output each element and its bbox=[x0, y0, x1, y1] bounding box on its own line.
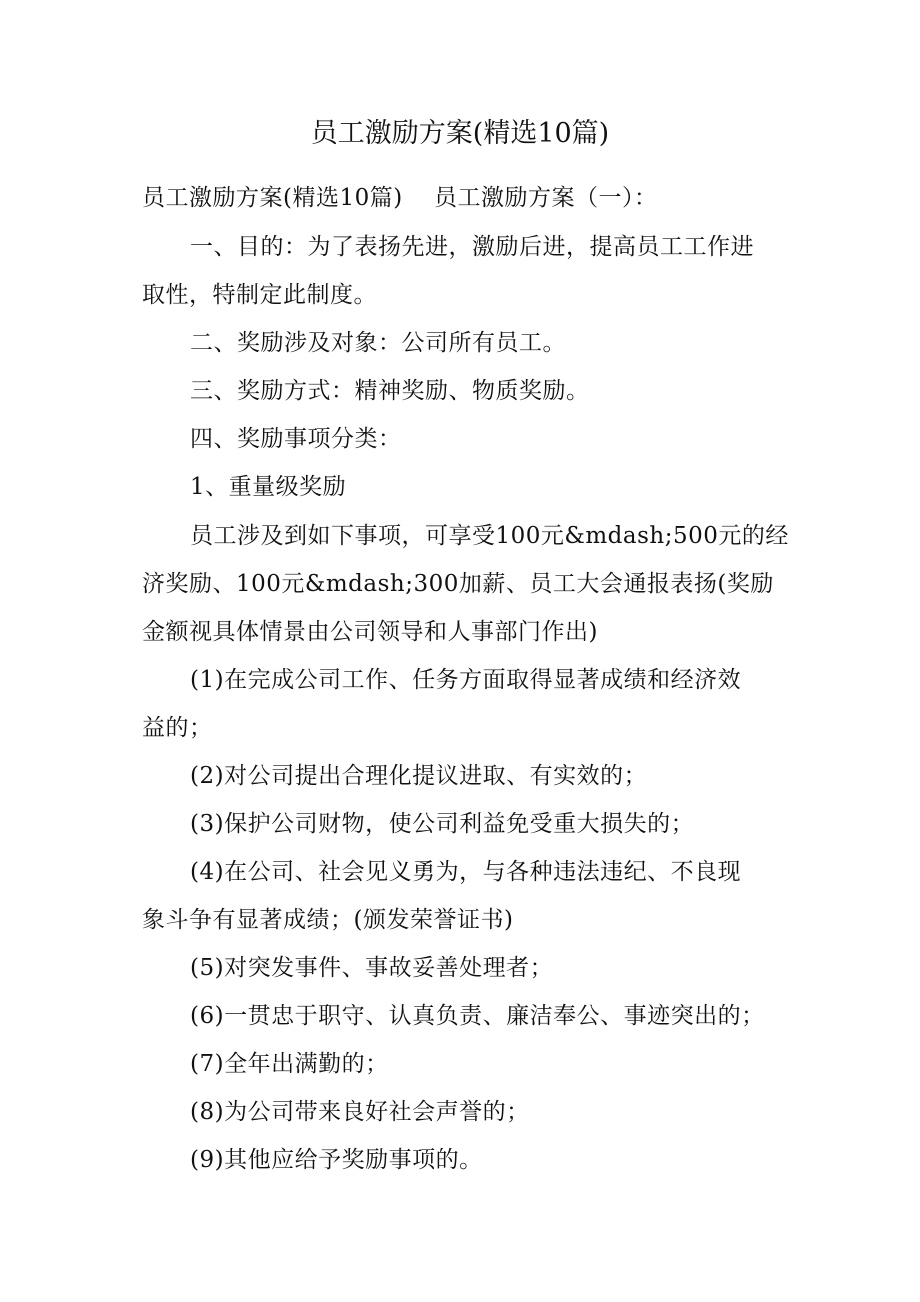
list-item-4-cont: 象斗争有显著成绩；(颁发荣誉证书) bbox=[142, 907, 514, 933]
paragraph-line-reward-cont-1: 济奖励、100元&mdash;300加薪、员工大会通报表扬(奖励 bbox=[142, 571, 774, 597]
list-item-4: (4)在公司、社会见义勇为，与各种违法违纪、不良现 bbox=[190, 859, 742, 885]
list-item-3: (3)保护公司财物，使公司利益免受重大损失的； bbox=[190, 811, 695, 837]
list-item-6: (6)一贯忠于职守、认真负责、廉洁奉公、事迹突出的； bbox=[190, 1003, 765, 1029]
list-item-2: (2)对公司提出合理化提议进取、有实效的； bbox=[190, 763, 648, 789]
document-title: 员工激励方案(精选10篇) bbox=[310, 118, 610, 149]
paragraph-line-scope: 二、奖励涉及对象：公司所有员工。 bbox=[190, 330, 566, 356]
list-item-1: (1)在完成公司工作、任务方面取得显著成绩和经济效 bbox=[190, 667, 742, 693]
paragraph-line-categories: 四、奖励事项分类： bbox=[190, 426, 402, 452]
list-item-8: (8)为公司带来良好社会声誉的； bbox=[190, 1099, 530, 1125]
list-item-1-cont: 益的； bbox=[142, 715, 213, 741]
paragraph-line-purpose: 一、目的：为了表扬先进，激励后进，提高员工工作进 bbox=[190, 234, 754, 260]
list-item-5: (5)对突发事件、事故妥善处理者； bbox=[190, 955, 554, 981]
paragraph-line-method: 三、奖励方式：精神奖励、物质奖励。 bbox=[190, 378, 590, 404]
intro-line: 员工激励方案(精选10篇) 员工激励方案（一）： bbox=[142, 185, 658, 211]
paragraph-line-purpose-cont: 取性，特制定此制度。 bbox=[142, 282, 377, 308]
paragraph-line-reward: 员工涉及到如下事项，可享受100元&mdash;500元的经 bbox=[190, 523, 789, 549]
list-item-9: (9)其他应给予奖励事项的。 bbox=[190, 1147, 483, 1173]
list-item-7: (7)全年出满勤的； bbox=[190, 1051, 389, 1077]
subheading-line: 1、重量级奖励 bbox=[190, 474, 347, 500]
paragraph-line-reward-cont-2: 金额视具体情景由公司领导和人事部门作出) bbox=[142, 619, 598, 645]
